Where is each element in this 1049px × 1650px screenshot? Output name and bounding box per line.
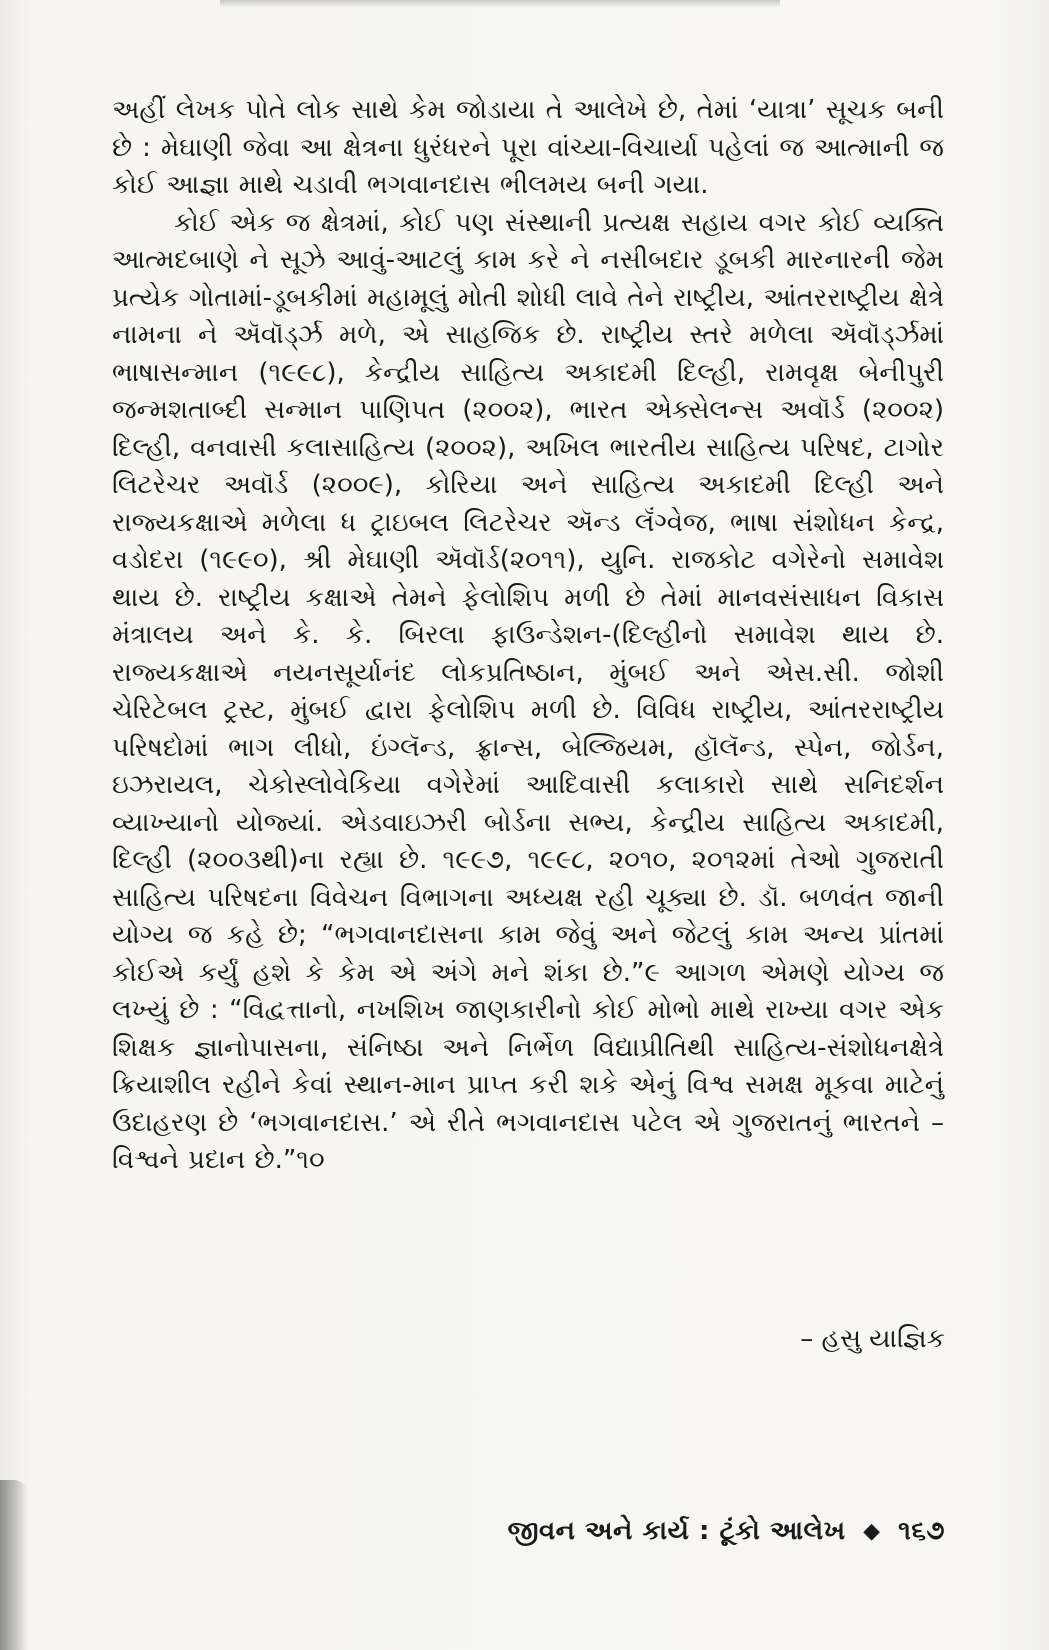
diamond-separator-icon: ◆ [863,1519,881,1544]
body-text [112,92,944,1180]
paragraph-1: અહીં લેખક પોતે લોક સાથે કેમ જોડાયા તે આલેખે છે, તેમાં ‘યાત્રા’ સૂચક બની છે : મેઘાણી જેવા આ ક્ષેત્રના ધુરંધરને પૂરા વાંચ્યા-વિચાર્યા પહેલાં જ આત્માની જ કોઈ આજ્ઞા માથે ચડાવી ભગવાનદાસ ભીલમય બની ગયા. [112,95,944,200]
page-number: ૧૬૭ [898,1516,945,1546]
author-signature: – હસુ યાજ્ઞિક [800,1324,945,1354]
paragraph-2: કોઈ એક જ ક્ષેત્રમાં, કોઈ પણ સંસ્થાની પ્રત્યક્ષ સહાય વગર કોઈ વ્યક્તિ આત્મદબાણે ને સૂઝે આવું-આટલું કામ કરે ને નસીબદાર ડૂબકી મારનારની જેમ પ્રત્યેક ગોતામાં-ડૂબકીમાં મહામૂલું મોતી શોધી લાવે તેને રાષ્ટ્રીય, આંતરરાષ્ટ્રીય ક્ષેત્રે નામના ને ઍવૉર્ડ્ઝ મળે, એ સાહજિક છે. રાષ્ટ્રીય સ્તરે મળેલા ઍવૉર્ડ્ઝમાં ભાષાસન્માન (૧૯૯૮), કેન્દ્રીય સાહિત્ય અકાદમી દિલ્હી, રામવૃક્ષ બેનીપુરી જન્મશતાબ્દી સન્માન પાણિપત (૨૦૦૨), ભારત એક્સેલન્સ અવૉર્ડ (૨૦૦૨) દિલ્હી, વનવાસી કલાસાહિત્ય (૨૦૦૨), અખિલ ભારતીય સાહિત્ય પરિષદ, ટાગોર લિટરેચર અવૉર્ડ (૨૦૦૯), કોરિયા અને સાહિત્ય અકાદમી દિલ્હી અને રાજ્યકક્ષાએ મળેલા ધ ટ્રાઇબલ લિટરેચર ઍન્ડ લૅંગ્વેજ, ભાષા સંશોધન કેન્દ્ર, વડોદરા (૧૯૯૦), શ્રી મેઘાણી ઍવૉર્ડ(૨૦૧૧), યુનિ. રાજકોટ વગેરેનો સમાવેશ થાય છે. રાષ્ટ્રીય કક્ષાએ તેમને ફેલોશિપ મળી છે તેમાં માનવસંસાધન વિકાસ મંત્રાલય અને કે. કે. બિરલા ફાઉન્ડેશન-(દિલ્હીનો સમાવેશ થાય છે. રાજ્યકક્ષાએ નયનસૂર્યાનંદ લોકપ્રતિષ્ઠાન, મુંબઈ અને એસ.સી. જોશી ચેરિટેબલ ટ્રસ્ટ, મુંબઈ દ્વારા ફેલોશિપ મળી છે. વિવિધ રાષ્ટ્રીય, આંતરરાષ્ટ્રીય પરિષદોમાં ભાગ લીધો, ઇંગ્લૅન્ડ, ફ્રાન્સ, બેલ્જિયમ, હૉલૅન્ડ, સ્પેન, જોર્ડન, ઇઝરાયલ, ચેકોસ્લોવેકિયા વગેરેમાં આદિવાસી કલાકારો સાથે સનિદર્શન વ્યાખ્યાનો યોજ્યાં. એડવાઇઝરી બોર્ડના સભ્ય, કેન્દ્રીય સાહિત્ય અકાદમી, દિલ્હી (૨૦૦૩થી)ના રહ્યા છે. ૧૯૯૭, ૧૯૯૮, ૨૦૧૦, ૨૦૧૨માં તેઓ ગુજરાતી સાહિત્ય પરિષદના વિવેચન વિભાગના અધ્યક્ષ રહી ચૂક્યા છે. ડૉ. બળવંત જાની યોગ્ય જ કહે છે; “ભગવાનદાસના કામ જેવું અને જેટલું કામ અન્ય પ્રાંતમાં કોઈએ કર્યું હશે કે કેમ એ અંગે મને શંકા છે.”૯ આગળ એમણે યોગ્ય જ લખ્યું છે : “વિદ્વત્તાનો, નખશિખ જાણકારીનો કોઈ મોભો માથે રાખ્યા વગર એક શિક્ષક જ્ઞાનોપાસના, સંનિષ્ઠા અને નિર્ભેળ વિદ્યાપ્રીતિથી સાહિત્ય-સંશોધનક્ષેત્રે ક્રિયાશીલ રહીને કેવાં સ્થાન-માન પ્રાપ્ત કરી શકે એનું વિશ્વ સમક્ષ મૂકવા માટેનું ઉદાહરણ છે ‘ભગવાનદાસ.’ એ રીતે ભગવાનદાસ પટેલ એ ગુજરાતનું ભારતને – વિશ્વને પ્રદાન છે.”૧૦ [112,207,944,1175]
running-title: જીવન અને કાર્ય : ટૂંકો આલેખ [507,1516,846,1546]
scan-shadow-top [220,0,780,8]
scan-edge-corner [0,1480,28,1650]
page-footer [508,1512,945,1551]
